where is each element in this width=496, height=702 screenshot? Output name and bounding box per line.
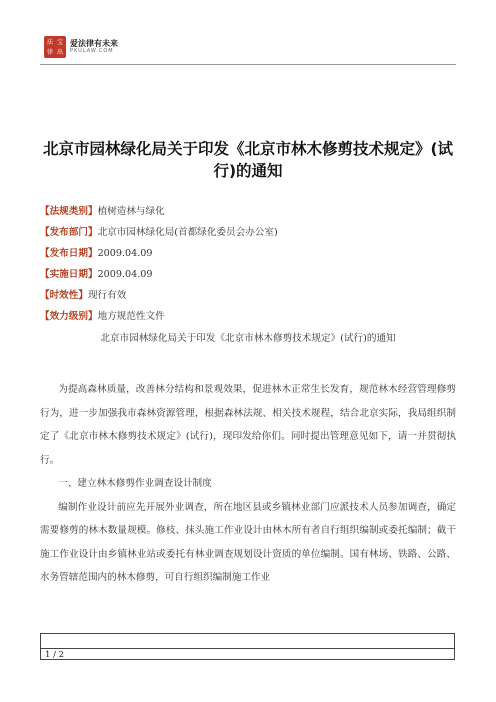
- meta-effective-date: 【实施日期】2009.04.09: [40, 269, 153, 280]
- meta-level: 【效力级别】地方规范性文件: [40, 311, 165, 322]
- page-number: 1 / 2: [45, 650, 65, 660]
- logo-slogan: 爱法律有未来: [70, 38, 118, 48]
- pkulaw-logo: [44, 36, 118, 58]
- meta-category: 【法规类别】植树造林与绿化: [40, 206, 165, 217]
- meta-publish-date: 【发布日期】2009.04.09: [40, 248, 153, 259]
- paragraph: 编制作业设计前应先开展外业调查，所在地区县或乡镇林业部门应派技术人员参加调查，确定需要修剪的林木数量规模。修枝、抹头施工作业设计由林木所有者自行组织编制或委托编制；截干施工作业设计由乡镇林业站或委托有林业调查规划设计资质的单位编制。国有林场、铁路、公路、水务管辖范围内的林木修剪，可自行组织编制施工作业: [40, 501, 456, 583]
- footer-divider: [41, 648, 454, 649]
- logo-seal: 法 宝 律 出: [44, 36, 66, 58]
- section-heading: 一、建立林木修剪作业调查设计制度: [58, 478, 212, 489]
- paragraph: 为提高森林质量，改善林分结构和景观效果，促进林木正常生长发育，规范林木经营管理修剪行为，进一步加强我市森林资源管理，根据森林法规、相关技术规程，结合北京实际，我局组织制定了《北京市林木修剪技术规定》(试行)，现印发给你们。同时提出管理意见如下，请一并贯彻执行。: [40, 384, 456, 466]
- meta-department: 【发布部门】北京市园林绿化局(首都绿化委员会办公室): [40, 227, 278, 238]
- page-footer: [40, 633, 455, 660]
- document-subtitle: 北京市园林绿化局关于印发《北京市林木修剪技术规定》(试行)的通知: [100, 333, 396, 344]
- document-title: 北京市园林绿化局关于印发《北京市林木修剪技术规定》(试行)的通知: [42, 140, 454, 180]
- document-body: [40, 378, 456, 590]
- logo-text: [70, 39, 118, 55]
- header-divider: [40, 64, 456, 65]
- meta-validity: 【时效性】现行有效: [40, 290, 127, 301]
- logo-domain: PKULAW.COM: [70, 48, 114, 54]
